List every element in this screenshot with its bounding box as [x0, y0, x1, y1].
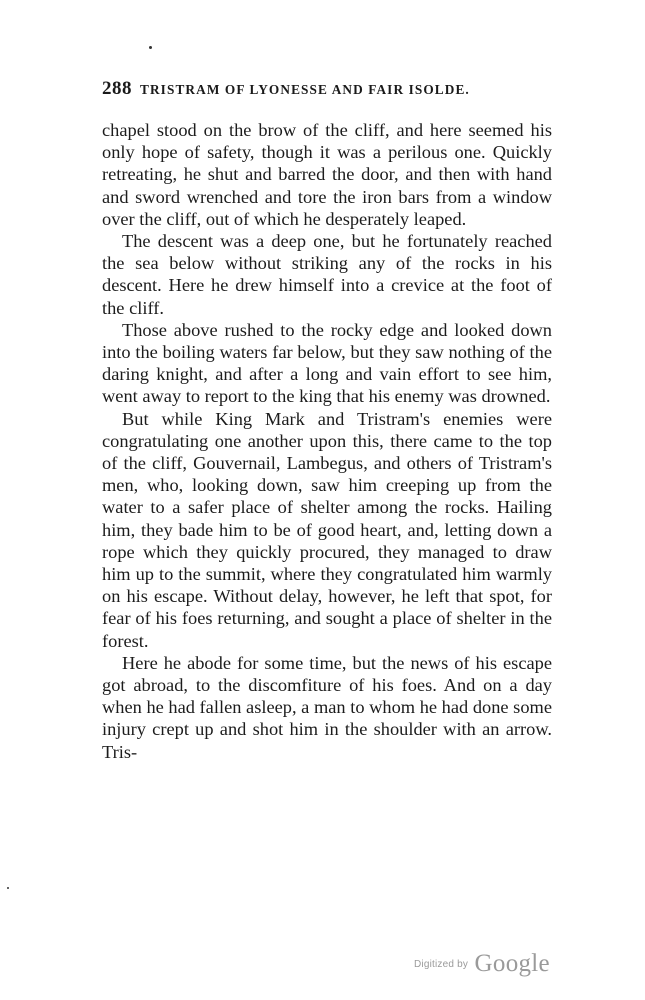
paragraph: Here he abode for some time, but the news of his escape got abroad, to the discomfiture of his foes. And on a day when he had fallen asleep, a man to whom he had done some injury crept up and shot him in the shoulder with an arrow. Tris-: [102, 652, 552, 762]
running-header: [102, 78, 554, 100]
paragraph: The descent was a deep one, but he fortunately reached the sea below without striking any of the rocks in his descent. Here he drew himself into a crevice at the foot of the cliff.: [102, 231, 552, 318]
google-logo: Google: [474, 950, 550, 977]
watermark-prefix: Digitized by: [414, 959, 469, 970]
digitized-watermark: [414, 950, 550, 978]
page-number: 288: [102, 78, 132, 99]
running-title: TRISTRAM OF LYONESSE AND FAIR ISOLDE.: [140, 82, 470, 97]
paragraph: Those above rushed to the rocky edge and looked down into the boiling waters far below, but they saw nothing of the daring knight, and after a long and vain effort to see him, went away to report to the king that his enemy was drowned.: [102, 319, 552, 407]
paragraph: chapel stood on the brow of the cliff, and here seemed his only hope of safety, though it was a perilous one. Quickly retreating, he shut and barred the door, and then with hand and sword wrenched and tore the iron bars from a window over the cliff, out of which he desperately leaped.: [102, 120, 552, 229]
page-speck: [7, 887, 9, 889]
page-speck: [149, 46, 152, 49]
paragraph: But while King Mark and Tristram's enemies were congratulating one another upon this, there came to the top of the cliff, Gouvernail, Lambegus, and others of Tristram's men, who, looking down, saw him creeping up from the water to a safer place of shelter among the rocks. Hailing him, they bade him to be of good heart, and, letting down a rope which they quickly procured, they managed to draw him up to the summit, where they congratulated him warmly on his escape. Without delay, however, he left that spot, for fear of his foes returning, and sought a place of shelter in the forest.: [102, 408, 552, 651]
body-text: [102, 119, 552, 763]
